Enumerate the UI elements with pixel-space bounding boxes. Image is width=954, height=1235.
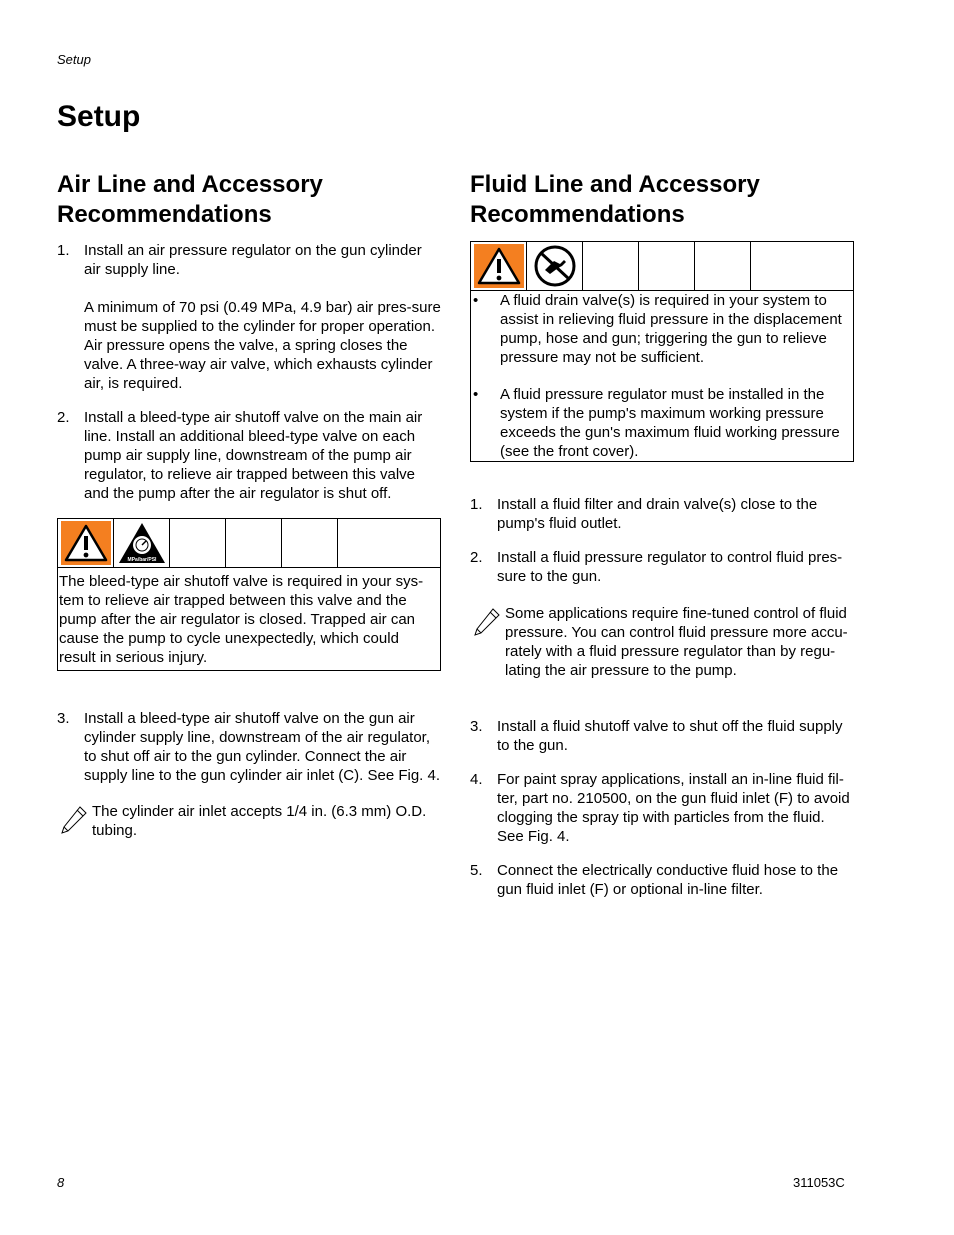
- warning-icon: [61, 521, 111, 565]
- step-text: Install a fluid shutoff valve to shut off the fluid supply to the gun.: [497, 718, 843, 754]
- warning-icon: [474, 244, 524, 288]
- step-number: 3.: [470, 718, 483, 735]
- air-line-steps: [57, 241, 442, 503]
- warning-icon-row: [471, 242, 853, 291]
- air-line-steps-continued: [57, 709, 442, 785]
- empty-icon-cell: [751, 242, 853, 290]
- page-title: Setup: [57, 100, 141, 133]
- empty-icon-cell: [338, 519, 440, 567]
- bullet-text: A fluid drain valve(s) is required in your system to assist in relieving fluid pressure in the displacement pump, hose and gun; triggering the gun to relieve pressure may not be sufficient.: [500, 292, 842, 366]
- warning-icon-cell: [58, 519, 114, 567]
- step-number: 1.: [57, 242, 70, 259]
- step-number: 4.: [470, 771, 483, 788]
- list-item: [470, 548, 855, 586]
- pressure-icon-cell: [114, 519, 170, 567]
- pencil-note-icon: [473, 607, 503, 637]
- running-head: Setup: [57, 52, 91, 67]
- empty-icon-cell: [695, 242, 751, 290]
- list-item: • A fluid drain valve(s) is required in your system to assist in relieving fluid pressure in the displacement pump, hose and gun; triggering the gun to relieve pressure may not be sufficient.: [473, 292, 842, 366]
- empty-icon-cell: [282, 519, 338, 567]
- step-text: Install a fluid filter and drain valve(s) close to the pump's fluid outlet.: [497, 496, 818, 532]
- no-spray-icon-cell: [527, 242, 583, 290]
- step-detail: A minimum of 70 psi (0.49 MPa, 4.9 bar) air pres-sure must be supplied to the cylinder for proper operation. Air pressure opens the valve, a spring closes the valve. A three-way air valve, which exhausts cylinder air, is required.: [84, 299, 441, 392]
- gauge-label: MPa/bar/PSI: [127, 557, 156, 563]
- list-item: • A fluid pressure regulator must be installed in the system if the pump's maximum working pressure exceeds the gun's maximum fluid working pressure (see the front cover).: [473, 386, 840, 460]
- list-item: [470, 770, 855, 846]
- list-item: [470, 495, 855, 533]
- step-number: 3.: [57, 710, 70, 727]
- document-number: 311053C: [793, 1175, 845, 1190]
- warning-box-air: [57, 518, 441, 671]
- list-item: [470, 717, 855, 755]
- step-number: 2.: [57, 409, 70, 426]
- list-item: [470, 861, 855, 899]
- no-spray-icon: [532, 244, 578, 288]
- fluid-line-steps-continued: [470, 717, 855, 899]
- list-item: [57, 241, 442, 393]
- warning-bullets: [471, 291, 853, 461]
- section-heading-fluid-line: Fluid Line and Accessory Recommendations: [470, 171, 760, 228]
- step-number: 2.: [470, 549, 483, 566]
- empty-icon-cell: [226, 519, 282, 567]
- step-number: 1.: [470, 496, 483, 513]
- step-text: Install a fluid pressure regulator to control fluid pres-sure to the gun.: [497, 549, 843, 585]
- list-item: [57, 408, 442, 503]
- step-text: Install a bleed-type air shutoff valve on the main air line. Install an additional bleed-type valve on each pump air supply line, downstream of the pump air regulator, to relieve air trapped between this valve and the pump after the air regulator is shut off.: [84, 409, 423, 502]
- step-text: Connect the electrically conductive fluid hose to the gun fluid inlet (F) or optional in-line filter.: [497, 862, 839, 898]
- step-text: Install an air pressure regulator on the gun cylinder air supply line.: [84, 242, 422, 278]
- step-text: Install a bleed-type air shutoff valve on the gun air cylinder supply line, downstream of the air regulator, to shut off air to the gun cylinder. Connect the air supply line to the gun cylinder air inlet (C). See Fig. 4.: [84, 710, 441, 784]
- empty-icon-cell: [170, 519, 226, 567]
- list-item: [57, 709, 442, 785]
- note-cylinder-inlet: [57, 802, 442, 840]
- warning-text: The bleed-type air shutoff valve is required in your sys-tem to relieve air trapped between this valve and the pump after the air regulator is closed. Trapped air can cause the pump to cycle unexpectedly, which could result in serious injury.: [59, 573, 424, 666]
- step-number: 5.: [470, 862, 483, 879]
- empty-icon-cell: [639, 242, 695, 290]
- note-text: The cylinder air inlet accepts 1/4 in. (6.3 mm) O.D. tubing.: [92, 803, 427, 839]
- empty-icon-cell: [583, 242, 639, 290]
- air-line-section: [57, 170, 442, 840]
- warning-icon-row: [58, 519, 440, 568]
- note-text: Some applications require fine-tuned control of fluid pressure. You can control fluid pressure more accu-rately with a fluid pressure regulator than by regu-lating the air pressure to the pump.: [505, 605, 848, 679]
- warning-icon-cell: [471, 242, 527, 290]
- pencil-note-icon: [60, 805, 90, 835]
- pressure-gauge-icon: [117, 521, 167, 565]
- page-number: 8: [57, 1175, 65, 1190]
- fluid-line-section: [470, 170, 855, 914]
- section-heading-air-line: Air Line and Accessory Recommendations: [57, 171, 323, 228]
- warning-box-fluid: [470, 241, 854, 462]
- note-fluid-regulator: [470, 604, 855, 680]
- fluid-line-steps: [470, 495, 855, 586]
- step-text: For paint spray applications, install an in-line fluid fil-ter, part no. 210500, on the gun fluid inlet (F) to avoid clogging the spray tip with particles from the fluid. See Fig. 4.: [497, 771, 850, 845]
- bullet-text: A fluid pressure regulator must be installed in the system if the pump's maximum working pressure exceeds the gun's maximum fluid working pressure (see the front cover).: [500, 386, 840, 460]
